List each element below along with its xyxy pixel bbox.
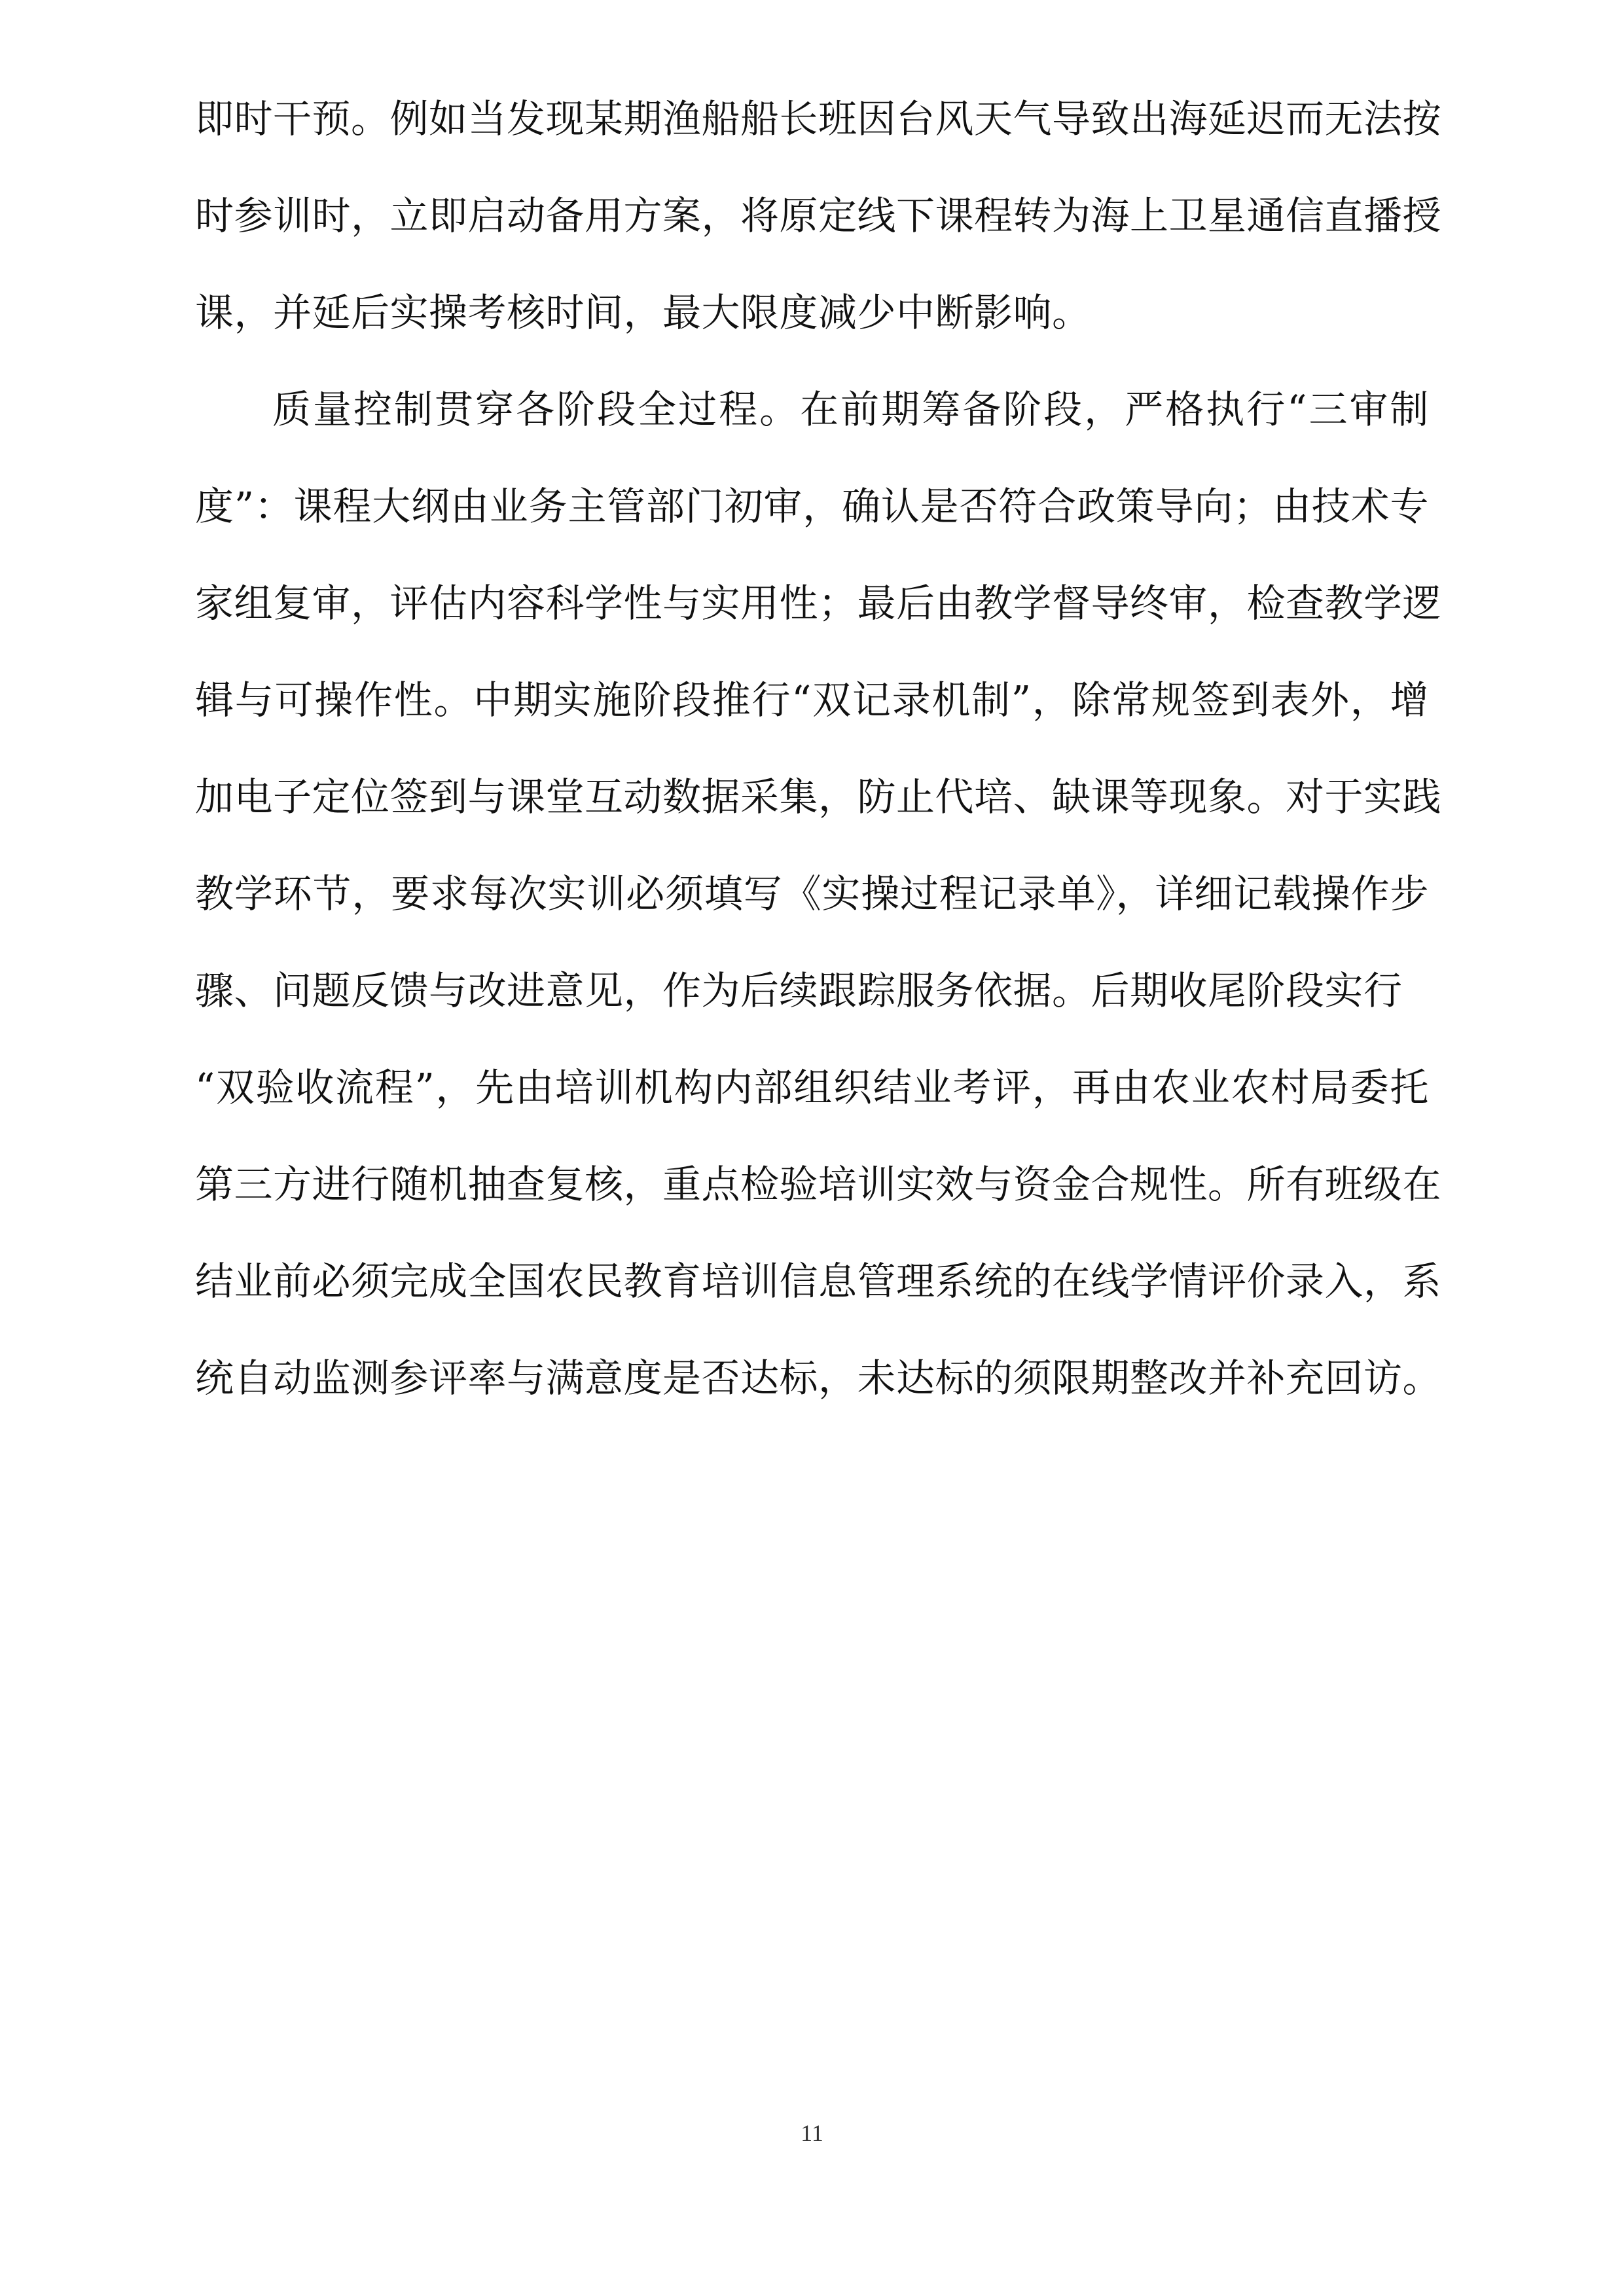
paragraph-2-line-9: 第三方进行随机抽查复核，重点检验培训实效与资金合规性。所有班级在 bbox=[195, 1162, 1442, 1207]
paragraph-2-line-8: “双验收流程”，先由培训机构内部组织结业考评，再由农业农村局委托 bbox=[195, 1065, 1429, 1110]
paragraph-2-line-3: 家组复审，评估内容科学性与实用性；最后由教学督导终审，检查教学逻 bbox=[195, 581, 1442, 626]
paragraph-2-line-7: 骤、问题反馈与改进意见，作为后续跟踪服务依据。后期收尾阶段实行 bbox=[195, 968, 1403, 1013]
paragraph-2-line-10: 结业前必须完成全国农民教育培训信息管理系统的在线学情评价录入，系 bbox=[195, 1259, 1442, 1304]
paragraph-1-line-3: 课，并延后实操考核时间，最大限度减少中断影响。 bbox=[195, 290, 1091, 335]
paragraph-2-line-11: 统自动监测参评率与满意度是否达标，未达标的须限期整改并补充回访。 bbox=[195, 1355, 1442, 1401]
paragraph-1-line-2: 时参训时，立即启动备用方案，将原定线下课程转为海上卫星通信直播授 bbox=[195, 193, 1442, 238]
paragraph-2-line-6: 教学环节，要求每次实训必须填写《实操过程记录单》，详细记载操作步 bbox=[195, 871, 1429, 916]
paragraph-2-line-1: 质量控制贯穿各阶段全过程。在前期筹备阶段，严格执行“三审制 bbox=[272, 387, 1429, 432]
paragraph-2-line-5: 加电子定位签到与课堂互动数据采集，防止代培、缺课等现象。对于实践 bbox=[195, 774, 1442, 819]
paragraph-2-line-4: 辑与可操作性。中期实施阶段推行“双记录机制”，除常规签到表外，增 bbox=[195, 677, 1429, 723]
body-text bbox=[195, 71, 1442, 1427]
page-number: 11 bbox=[801, 2120, 823, 2146]
paragraph-1-line-1: 即时干预。例如当发现某期渔船船长班因台风天气导致出海延迟而无法按 bbox=[195, 96, 1442, 141]
paragraph-2-line-2: 度”：课程大纲由业务主管部门初审，确认是否符合政策导向；由技术专 bbox=[195, 484, 1429, 529]
